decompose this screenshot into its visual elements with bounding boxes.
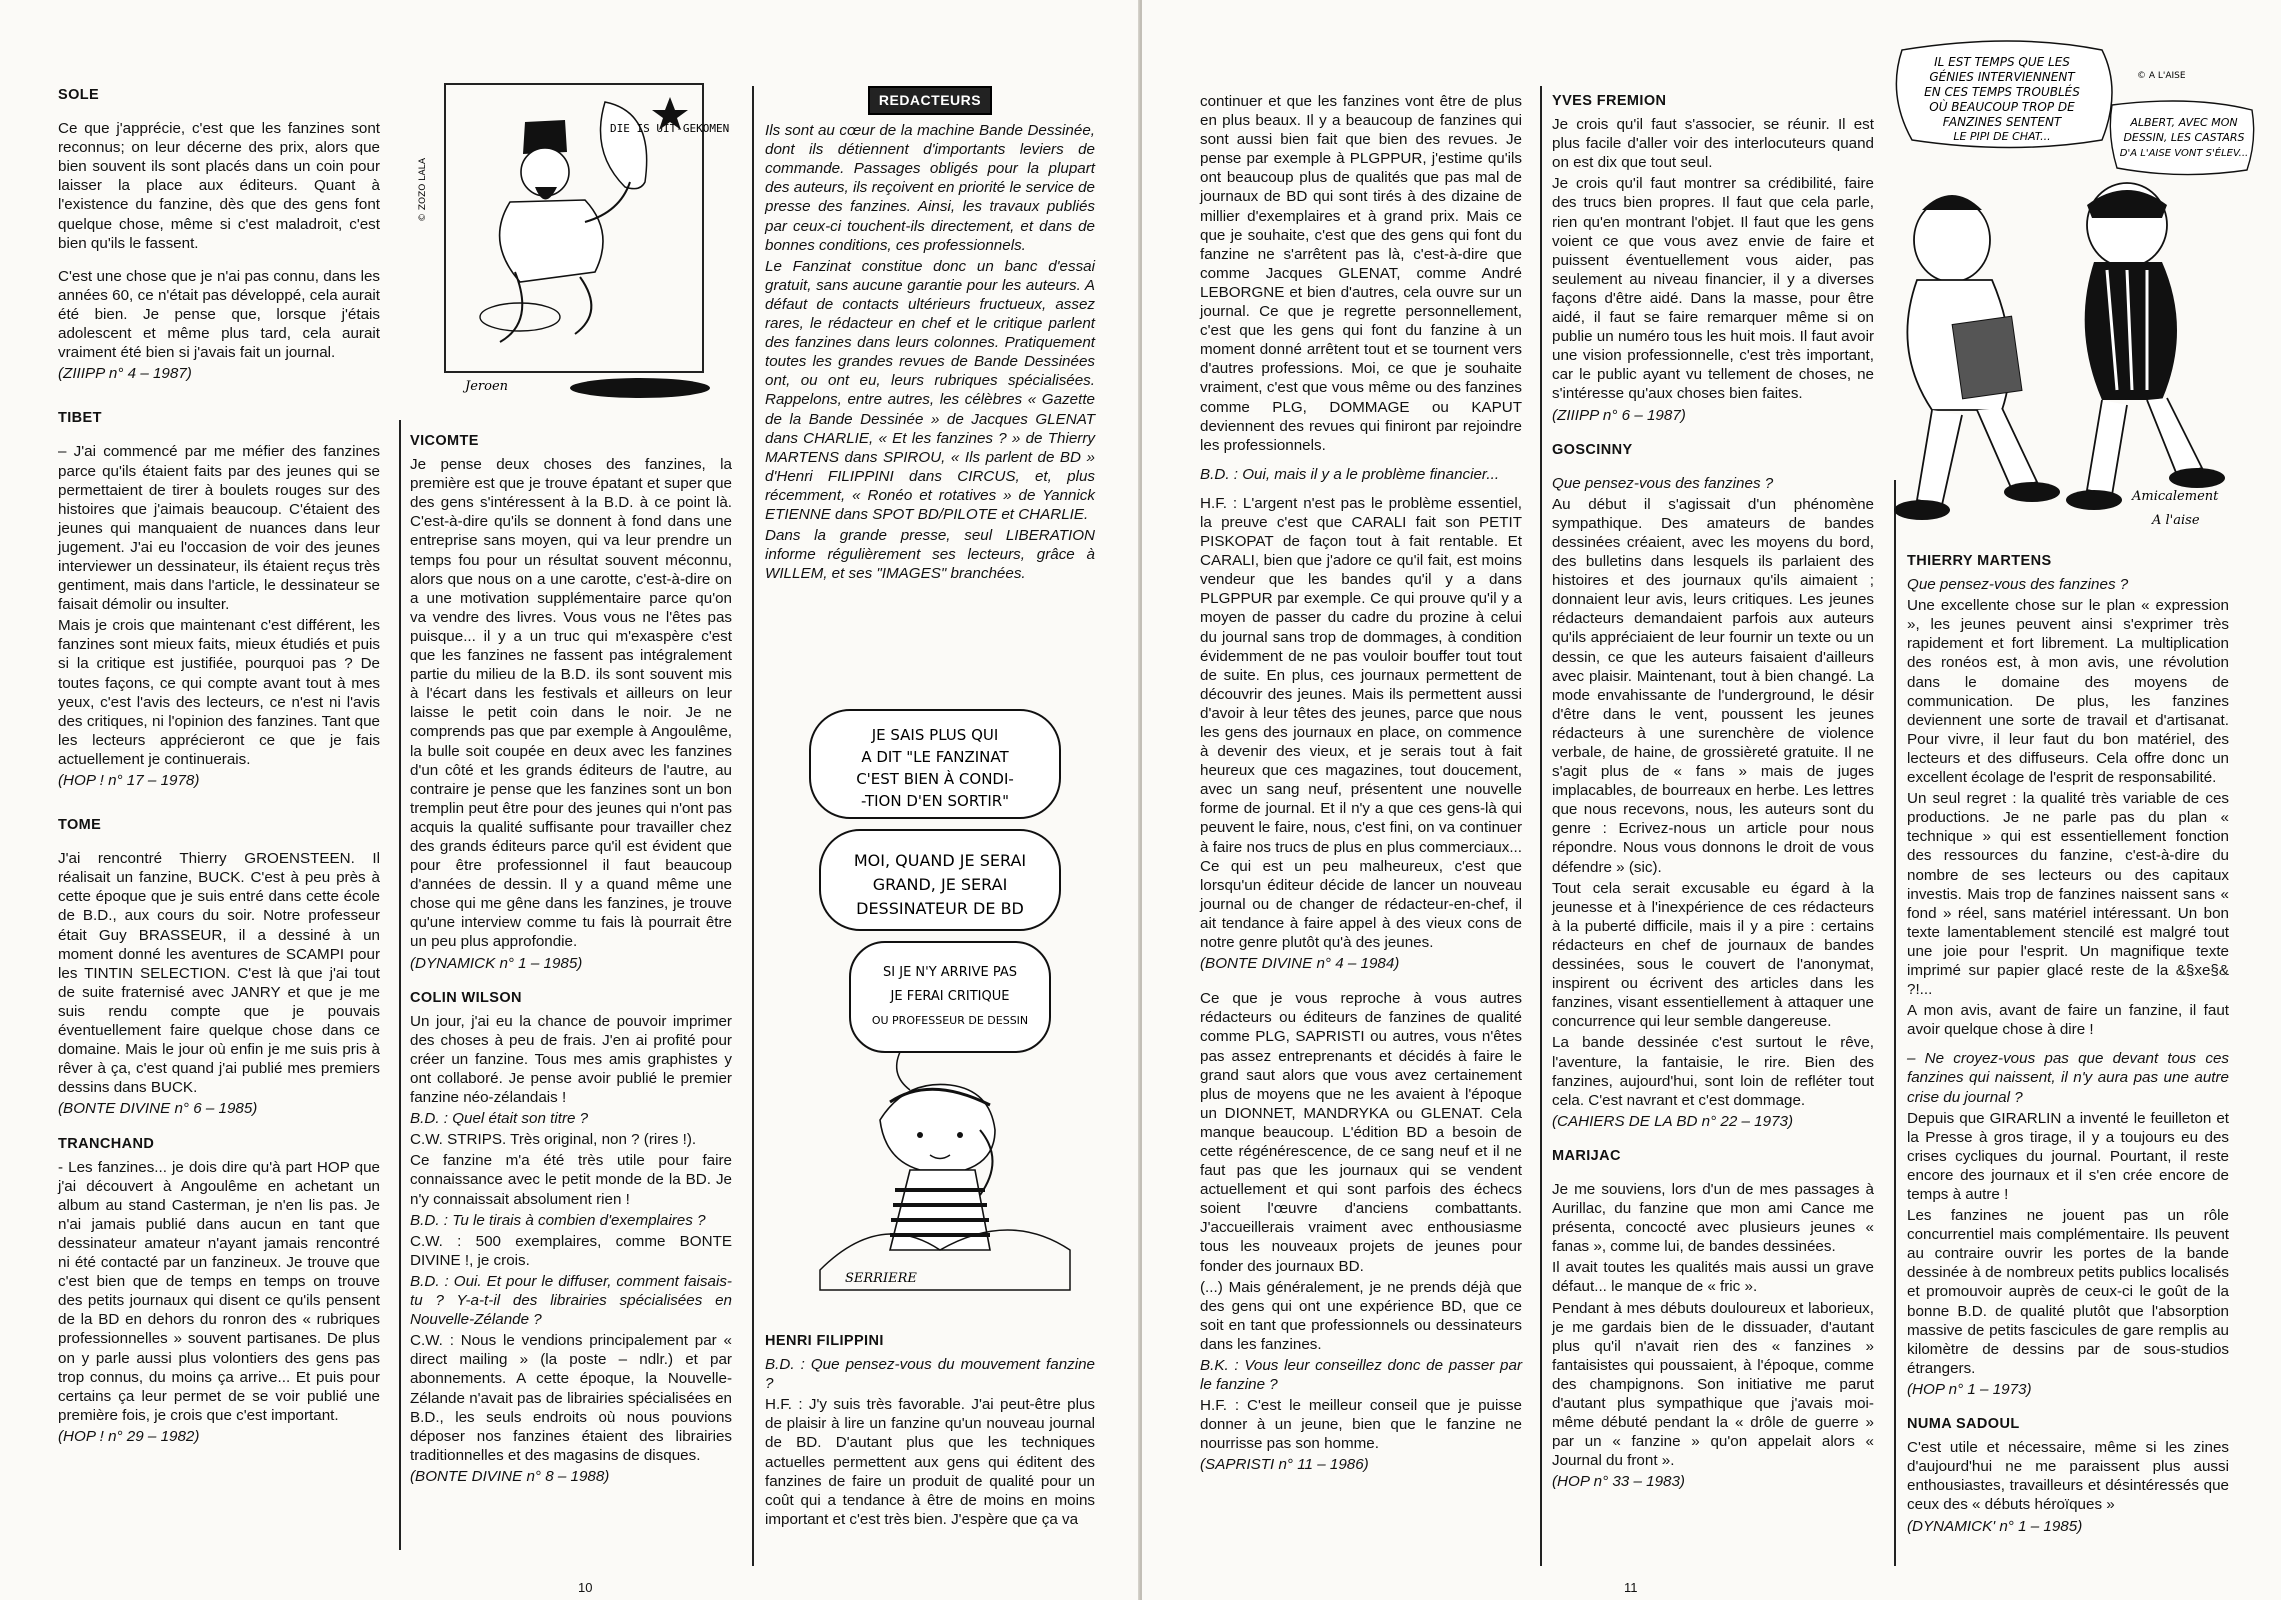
- interviewee-name: TRANCHAND: [58, 1135, 155, 1152]
- source-reference: (DYNAMICK' n° 1 – 1985): [1907, 1517, 2083, 1535]
- paragraph: (...) Mais généralement, je ne prends déjà que des gens qui ont une expérience BD, que ce soit en tant que professionnels ou dessinateurs dans les fanzines.: [1200, 1278, 1522, 1353]
- section-header: [765, 86, 1095, 115]
- column-5: [1552, 92, 1874, 1507]
- intro-paragraph: Ils sont au cœur de la machine Bande Dessinée, dont ils détiennent d'importants leviers de commande. Passages obligés pour la plupart des auteurs, ils reçoivent en priorité le service de presse des fanzines. Ainsi, les travaux publiés par ceux-ci touchent-ils directement, et dans de bonnes conditions, ces professionnels.: [765, 122, 1095, 254]
- source-reference: (HOP n° 1 – 1973): [1907, 1380, 2032, 1398]
- interviewee-name: YVES FREMION: [1552, 93, 1667, 109]
- source-reference: (BONTE DIVINE n° 6 – 1985): [58, 1100, 258, 1118]
- source-reference: (CAHIERS DE LA BD n° 22 – 1973): [1552, 1112, 1794, 1130]
- question: B.D. : Quel était son titre ?: [410, 1110, 589, 1128]
- interviewee-name: MARIJAC: [1552, 1147, 1621, 1164]
- interviewee-name: TOME: [58, 817, 102, 834]
- cartoon-credit: © A L'AISE: [2137, 71, 2186, 81]
- answer: C.W. : 500 exemplaires, comme BONTE DIVINE !, je crois.: [410, 1232, 732, 1269]
- column-3-bottom: [765, 1328, 1095, 1531]
- column-4: [1200, 92, 1522, 1491]
- interviewee-name: GOSCINNY: [1552, 441, 1633, 458]
- question: B.D. : Oui. Et pour le diffuser, comment faisais-tu ? Y-a-t-il des librairies spécialisées en Nouvelle-Zélande ?: [410, 1272, 732, 1329]
- bubble1-line: A DIT "LE FANZINAT: [861, 748, 1009, 766]
- paragraph: Je pense deux choses des fanzines, la première est que je trouve épatant et super que des gens s'intéressent à la B.D. à ce point là. C'est-à-dire qu'ils se donnent à fond dans une entreprise sans moyen, qui va leur prendre un temps fou pour un résultat souvent méconnu, alors que nous on a une carotte, c'est-à-dire on a une motivation supplémentaire parce qu'on va vendre des livres. Vous vous ne l'êtes pas puisque... il y a un truc qui m'exaspère c'est que les fanzines ne fassent pas intégralement partie du milieu de la B.D. ils sont souvent mis à l'écart dans les festivals et ailleurs on leur laisse le petit coin dans le noir. Je ne comprends pas que par exemple à Angoulême, la bulle soit coupée en deux avec les fanzines d'un côté et les grands éditeurs de l'autre, au contraire je pense que les fanzines sont un bon tremplin peut être pour des jeunes qui n'ont pas acquis la qualité suffisante pour travailler chez des grands éditeurs parce qu'il est évident que pour être professionnel il faut beaucoup d'années de dessin. Il y a quand même une chose qui me gêne dans les fanzines, je trouve qu'une interview comme tu fais là pourrait être un peu plus approfondie.: [410, 456, 732, 951]
- column-divider: [752, 86, 754, 1566]
- drawing-signature: SERRIERE: [845, 1271, 917, 1286]
- bubble-top-line: FANZINES SENTENT: [1942, 115, 2062, 129]
- bubble-top-line: OÙ BEAUCOUP TROP DE: [1929, 100, 2075, 114]
- bubble3-line: SI JE N'Y ARRIVE PAS: [883, 965, 1017, 980]
- handwriting-line: A l'aise: [2152, 513, 2200, 528]
- source-reference: (SAPRISTI n° 11 – 1986): [1200, 1456, 1369, 1474]
- bubble-text: DIE IS UIT-GEKOMEN: [610, 122, 730, 135]
- source-reference: (HOP ! n° 29 – 1982): [58, 1427, 200, 1445]
- paragraph: Le Fanzinat constitue donc un banc d'essai gratuit, sans aucune garantie pour les auteurs. A défaut de contacts ultérieurs fructueux, assez rares, le rédacteur en chef et le critique parlent des fanzines dans leurs colonnes. Pratiquement toutes les grandes revues de Bande Dessinées ont, ou ont eu, leurs rubriques spécialisées. Rappelons, entre autres, les célèbres « Gazette de la Bande Dessinée » de Jacques GLENAT dans CHARLIE, « Et les fanzines ? » de Thierry MARTENS dans SPIROU, « Ils parlent de BD » d'Henri FILIPPINI dans CIRCUS, et, plus récemment, « Ronéo et rotatives » de Yannick ETIENNE dans SPOT BD/PILOTE et CHARLIE.: [765, 257, 1095, 523]
- answer: H.F. : C'est le meilleur conseil que je puisse donner à un jeune, bien que le fanzine ne nourrisse pas son homme.: [1200, 1397, 1522, 1453]
- bubble2-line: DESSINATEUR DE BD: [856, 899, 1024, 918]
- illustration-a-laise: [1862, 30, 2262, 550]
- answer: H.F. : L'argent n'est pas le problème essentiel, la preuve c'est que CARALI fait son PETIT PISKOPAT de façon tout à fait rentable. Et CARALI, bien que j'adore ce qu'il fait, est moins vendeur que les bandes qu'il y a dans PLGPPUR par exemple. Ce qui prouve qu'il y a moyen de passer du cadre du prozine à celui du journal sans trop de dommages, à condition évidemment de ne pas vouloir bouffer tout tout de suite. En plus, ces journaux permettent de découvrir des jeunes. Mais ils permettent aussi d'avoir à leur têtes des jeunes, parce que nous les gens des journaux en place, on commence à devenir des vieux, et je serais tout à fait heureux que ces magazines, tout doucement, avec un sang neuf, présentent une nouvelle forme de journal. Et il n'y a que ces gens-là qui peuvent le faire, nous, c'est fini, on va continuer à faire nos trucs de plus en plus commerciaux... Ce qui est un peu malheureux, c'est que lorsqu'un éditeur décide de lancer un nouveau journal ou de changer de rédacteur-en-chef, il ait tendance à faire appel à des vieux cons de notre genre plutôt qu'à des jeunes.: [1200, 494, 1522, 952]
- paragraph: continuer et que les fanzines vont être de plus en plus beaux. Il y a beaucoup de fanzines qui sont aussi bien fait que bien des revues. Je pense par exemple à PLGPPUR, j'estime qu'ils ont beaucoup plus de qualités que pas mal de journaux de BD qui sont tirés à des dizaine de millier d'exemplaires et à grand prix. Mais ce que je souhaite, c'est que des gens qui font du fanzine ne s'arrêtent pas là, c'est-à-dire que comme Jacques GLENAT, comme André LEBORGNE et bien d'autres, cela ouvre sur un journal. Ce que je regrette personnellement, c'est que les gens qui font du fanzine à un moment donné arrêtent tout et se tournent vers d'autres professions. Moi, ce que je souhaite vraiment, c'est que vous même ou des fanzines comme PLG, DOMMAGE ou KAPUT deviennent des revues qui finiront par rejoindre les professionnels.: [1200, 93, 1522, 454]
- bubble2-line: GRAND, JE SERAI: [872, 875, 1008, 894]
- source-reference: (HOP n° 33 – 1983): [1552, 1473, 1685, 1491]
- answer: C.W. : Nous le vendions principalement par « direct mailing » (la poste – ndlr.) et par abonnements. A cette époque, la Nouvelle-Zélande n'avait pas de librairies spécialisées en B.D., les seuls endroits où nous pouvions déposer nos fanzines étaient des librairies traditionnelles et des magasins de disques.: [410, 1332, 732, 1464]
- bubble-top-line: EN CES TEMPS TROUBLÉS: [1924, 85, 2080, 99]
- paragraph: Mais je crois que maintenant c'est différent, les fanzines sont mieux faits, mieux étudiés et puis si la critique est justifiée, pourquoi pas ? De toutes façons, ce qui compte avant tout à mes yeux, c'est l'avis des lecteurs, ce n'est ni l'avis des critiques, ni l'opinion des fanzines. Tant que les lecteurs apprécieront ce que je fais actuellement je continuerais.: [58, 617, 380, 768]
- illustration-jeroen: [405, 72, 745, 412]
- paragraph: J'ai rencontré Thierry GROENSTEEN. Il réalisait un fanzine, BUCK. C'est à peu près à cette époque que je suis entré dans cette école de B.D., aux cours du soir. Notre professeur était Guy BRASSEUR, il a dessiné à un moment donné les aventures de SCAMPI pour les TINTIN SELECTION. C'est là que j'ai tout de suite fraternisé avec JANRY et que je me suis rendu compte que je pouvais éventuellement faire quelque chose dans ce domaine. Mais le jour où enfin je me suis pris à rêver à ça, c'est quand j'ai publié mes premiers dessins dans BUCK.: [58, 850, 380, 1097]
- source-reference: (DYNAMICK n° 1 – 1985): [410, 954, 583, 972]
- column-divider: [1540, 86, 1542, 1566]
- column-3: [765, 86, 1095, 585]
- jeroen-drawing: [405, 72, 745, 412]
- paragraph: A mon avis, avant de faire un fanzine, il faut avoir quelque chose à dire !: [1907, 1002, 2229, 1039]
- paragraph: Ce que je vous reproche à vous autres rédacteurs ou éditeurs de fanzines de qualité comme PLG, SAPRISTI ou autres, vous n'êtes pas assez entreprenants et décidés à faire le grand saut alors que vous avez certainement plus de moyens que ne les avaient à l'époque un DIONNET, MANDRYKA ou GLENAT. Cela manque beaucoup. L'édition BD a besoin de cette régénérescence, de ce sang neuf et il ne faut pas que les journaux qui se vendent actuellement et qui sont parfois des échecs soient l'œuvre d'anciens combattants. J'accueillerais vraiment avec enthousiasme tous les nouveaux projets de jeunes pour fonder des journaux BD.: [1200, 990, 1522, 1275]
- paragraph: Je me souviens, lors d'un de mes passages à Aurillac, du fanzine que mon ami Cance me présenta, concocté avec plusieurs jeunes « fanas », comme lui, de bandes dessinées.: [1552, 1180, 1874, 1256]
- question: B.D. : Tu le tirais à combien d'exemplaires ?: [410, 1211, 706, 1229]
- source-reference: (ZIIIPP n° 4 – 1987): [58, 365, 192, 383]
- paragraph: Ce fanzine m'a été très utile pour faire connaissance avec le petit monde de la BD. Je n'y connaissait absolument rien !: [410, 1152, 732, 1208]
- interviewee-name: THIERRY MARTENS: [1907, 553, 2052, 569]
- section-badge: REDACTEURS: [868, 86, 992, 115]
- a-laise-cartoon: [1862, 30, 2262, 550]
- answer: Depuis que GIRARLIN a inventé le feuilleton et la Presse à gros tirage, il y a toujours eu des crises cycliques du journal. Pourtant, il reste encore des journaux et il s'en crée encore de temps à autre !: [1907, 1109, 2229, 1203]
- right-page: [1142, 0, 2281, 1600]
- bubble-top-line: LE PIPI DE CHAT...: [1953, 130, 2051, 143]
- page-number-right: 11: [1624, 1580, 1638, 1595]
- paragraph: Je crois qu'il faut montrer sa crédibilité, faire des trucs bien propres. Il faut que cela parle, rien qu'en montrant l'objet. Il faut que les gens voient ce que vous avez envie de faire et puissent éventuellement vous aider, pas seulement au niveau financier, il y a diverses façons d'être aidé. Dans la masse, pour être aidé, il faut se faire remarquer même si on publie un numéro tous les huit mois. Il faut avoir une vision professionnelle, c'est très important, car le public ayant vu tellement de choses, ne s'intéresse qu'aux choses bien faites.: [1552, 175, 1874, 403]
- bubble-right-line: DESSIN, LES CASTARS: [2123, 131, 2245, 144]
- answer: H.F. : J'y suis très favorable. J'ai peut-être plus de plaisir à lire un fanzine qu'un nouveau journal de BD. D'autant plus que les techniques actuelles permettent aux gens qui éditent des fanzines de faire un produit de qualité pour un coût qui a tendance à être de moins en moins important et c'est très bien. J'espère que ça va: [765, 1396, 1095, 1528]
- bubble-top-line: IL EST TEMPS QUE LES: [1934, 55, 2070, 69]
- handwriting-line: Amicalement: [2132, 489, 2219, 504]
- paragraph: Un jour, j'ai eu la chance de pouvoir imprimer des choses à peu de frais. J'en ai profité pour créer un fanzine. Tous mes amis graphistes y ont collaboré. Je pense avoir publié le premier fanzine néo-zélandais !: [410, 1012, 732, 1107]
- paragraph: Il avait toutes les qualités mais aussi un grave défaut... le manque de « fric ».: [1552, 1259, 1874, 1296]
- interviewee-name: SOLE: [58, 87, 100, 103]
- illustration-serriere: [790, 690, 1090, 1300]
- source-reference: (HOP ! n° 17 – 1978): [58, 772, 200, 789]
- paragraph: La bande dessinée c'est surtout le rêve, l'aventure, la fantaisie, le rire. Bien des fanzines, aujourd'hui, sont loin de refléter tout cela. C'est navrant et c'est dommage.: [1552, 1034, 1874, 1109]
- bubble3-line: OU PROFESSEUR DE DESSIN: [871, 1014, 1029, 1027]
- bubble-right-line: ALBERT, AVEC MON: [2130, 116, 2238, 129]
- paragraph: Ce que j'apprécie, c'est que les fanzines sont reconnus; on leur décerne des prix, alors que bien souvent ils sont placés dans un coin pour laisser la place aux éditeurs. Quant à l'existence du fanzine, dès que des gens font quelque chose, même si c'est maladroit, c'est bien qu'ils le fassent.: [58, 120, 380, 252]
- column-6: [1907, 548, 2229, 1552]
- bubble2-line: MOI, QUAND JE SERAI: [853, 851, 1027, 870]
- paragraph: - Les fanzines... je dois dire qu'à part HOP que j'ai découvert à Angoulême en achetant un album au stand Casterman, je n'en lis pas. Je n'ai jamais publié dans aucun en tant que dessinateur amateur n'ayant jamais rencontré ni été contacté par un fanzineux. Je trouve que c'est bien que de temps en temps on trouve des petits journaux qui disent ce qu'ils pensent de la BD en dehors du ronron des « rubriques professionnelles » souvent partisanes. De plus on y parle aussi plus volontiers des gens pas trop connus, du moins ça arrive... Et puis pour certains ça leur permet de se voir publié une première fois, je crois que c'est important.: [58, 1158, 380, 1424]
- interviewee-name: COLIN WILSON: [410, 989, 522, 1006]
- paragraph: C'est une chose que je n'ai pas connu, dans les années 60, ce n'était pas développé, cela aurait été bien. Je pense que, lorsque j'étais adolescent et même plus tard, cela aurait vraiment été bien si j'avais fait un journal.: [58, 267, 380, 362]
- paragraph: Dans la grande presse, seul LIBERATION informe régulièrement ses lecteurs, grâce à WILLEM, et ses "IMAGES" branchées.: [765, 527, 1095, 583]
- paragraph: Les fanzines ne jouent pas un rôle concurrentiel mais complémentaire. Ils peuvent au contraire ouvrir les portes de la bande dessinée à de nombreux petits publics localisés et promouvoir auprès de ceux-ci le goût de la bonne B.D. de qualité plutôt que l'absorption massive de petits fascicules de gare remplis au kilomètre de dessins par de sous-studios étrangers.: [1907, 1207, 2229, 1377]
- paragraph: Pendant à mes débuts douloureux et laborieux, je me gardais bien de le dissuader, d'autant plus qu'il n'avait rien des « fanzines » fantaisistes qui poussaient, à l'époque, comme des champignons. Son initiative me parut d'autant plus sympathique que j'avais moi-même débuté pendant la « drôle de guerre » par un « fanzine » qu'on appelait alors « Journal du front ».: [1552, 1299, 1874, 1470]
- drawing-credit: © ZOZO LALA: [418, 158, 428, 222]
- bubble3-line: JE FERAI CRITIQUE: [890, 989, 1010, 1004]
- interviewee-name: VICOMTE: [410, 433, 479, 449]
- question: B.K. : Vous leur conseillez donc de passer par le fanzine ?: [1200, 1357, 1522, 1394]
- source-reference: (BONTE DIVINE n° 4 – 1984): [1200, 955, 1400, 973]
- column-divider: [399, 420, 401, 1550]
- column-1: [58, 86, 380, 1462]
- serriere-drawing: [790, 690, 1090, 1300]
- column-2: [410, 428, 732, 1502]
- paragraph: Un seul regret : la qualité très variable de ces productions. Je ne parle pas du plan « technique » qui est essentiellement fonction des ressources du fanzine, c'est-à-dire du nombre de ses lecteurs ou des capitaux investis. Mais trop de fanzines naissent sans « fond » réel, sans matériel intéressant. Un bon texte lamentablement stencilé est malgré tout une joie pour l'esprit. Un magnifique texte imprimé sur papier glacé reste de la &§xe§& ?!...: [1907, 790, 2229, 999]
- paragraph: Tout cela serait excusable eu égard à la jeunesse et à l'inexpérience de ces rédacteurs à la puberté difficile, mais il y a pire : certains rédacteurs en chef de journaux de bandes dessinées, sous le couvert de l'anonymat, inspirent ou écrivent des articles dans les fanzines, visant essentiellement à attaquer une concurrence qui leur semble dangereuse.: [1552, 879, 1874, 1031]
- column-divider: [1894, 480, 1896, 1566]
- question: – Ne croyez-vous pas que devant tous ces fanzines qui naissent, il n'y aura pas une autre crise du journal ?: [1907, 1050, 2229, 1106]
- question: Que pensez-vous des fanzines ?: [1552, 474, 1774, 492]
- bubble1-line: JE SAIS PLUS QUI: [871, 726, 999, 744]
- paragraph: Une excellente chose sur le plan « expression », les jeunes peuvent ainsi s'exprimer très rapidement et fort librement. La multiplication des ronéos est, à mon avis, une révolution dans le domaine des moyens de communication. De plus, les fanzines deviennent une sorte de travail et d'artisanat. Pour vivre, il leur faut du bon matériel, des lecteurs et des diffuseurs. Cela offre donc un excellent écolage de l'esprit de responsabilité.: [1907, 597, 2229, 787]
- paragraph: – J'ai commencé par me méfier des fanzines parce qu'ils étaient faits par des jeunes qui se permettaient de tirer à boulets rouges sur des histoires que j'aimais beaucoup. C'étaient des jeunes qui manquaient de nuances dans leur jugement. J'ai eu l'occasion de voir des jeunes interviewer un dessinateur, ils étaient reçus très gentiment, mais dans l'article, le dessinateur se faisait démolir ou insulter.: [58, 443, 380, 614]
- paragraph: Au début il s'agissait d'un phénomène sympathique. Des amateurs de bandes dessinées créaient, avec les moyens du bord, des bulletins dans lesquels ils parlaient des histoires et des journaux qu'ils aimaient ; donnaient leur avis, leurs critiques. Les jeunes rédacteurs demandaient parfois aux auteurs qu'ils appréciaient de leur fournir un texte ou un dessin, ce que les auteurs faisaient d'ailleurs avec plaisir. Maintenant, tout à bien changé. La mode envahissante de l'underground, le désir d'être dans le vent, poussent les jeunes rédacteurs à une surenchère de violence verbale, de haine, de grossièreté gratuite. Il ne s'agit plus de « fans » mais de juges implacables, de bourreaux en herbe. Les lettres que nous recevons, nous, les auteurs sont du genre : Ecrivez-nous un article pour nous répondre. Nous vous donnons le droit de vous défendre » (sic).: [1552, 495, 1874, 876]
- interviewee-name: HENRI FILIPPINI: [765, 1333, 884, 1349]
- question: B.D. : Que pensez-vous du mouvement fanzine ?: [765, 1356, 1095, 1393]
- paragraph: Je crois qu'il faut s'associer, se réunir. Il est plus facile d'aller voir des interlocuteurs quand on est dix que tout seul.: [1552, 116, 1874, 172]
- drawing-signature: Jeroen: [465, 379, 509, 394]
- source-reference: (ZIIIPP n° 6 – 1987): [1552, 406, 1686, 424]
- left-page: [0, 0, 1140, 1600]
- bubble-top-line: GÉNIES INTERVIENNENT: [1929, 70, 2075, 84]
- paragraph: C'est utile et nécessaire, même si les zines d'aujourd'hui ne me paraissent plus aussi enthousiastes, travailleurs et désintéressés que ceux des « débuts héroïques »: [1907, 1439, 2229, 1514]
- bubble1-line: C'EST BIEN À CONDI-: [856, 770, 1014, 788]
- answer: C.W. STRIPS. Très original, non ? (rires !).: [410, 1131, 697, 1149]
- question: Que pensez-vous des fanzines ?: [1907, 576, 2129, 594]
- page-number-left: 10: [578, 1580, 593, 1595]
- interviewee-name: TIBET: [58, 410, 102, 427]
- source-reference: (BONTE DIVINE n° 8 – 1988): [410, 1467, 610, 1485]
- bubble1-line: -TION D'EN SORTIR": [860, 792, 1010, 810]
- interviewee-name: NUMA SADOUL: [1907, 1416, 2020, 1433]
- bubble-right-line: D'A L'AISE VONT S'ÉLEV...: [2119, 148, 2249, 159]
- question: B.D. : Oui, mais il y a le problème financier...: [1200, 465, 1500, 483]
